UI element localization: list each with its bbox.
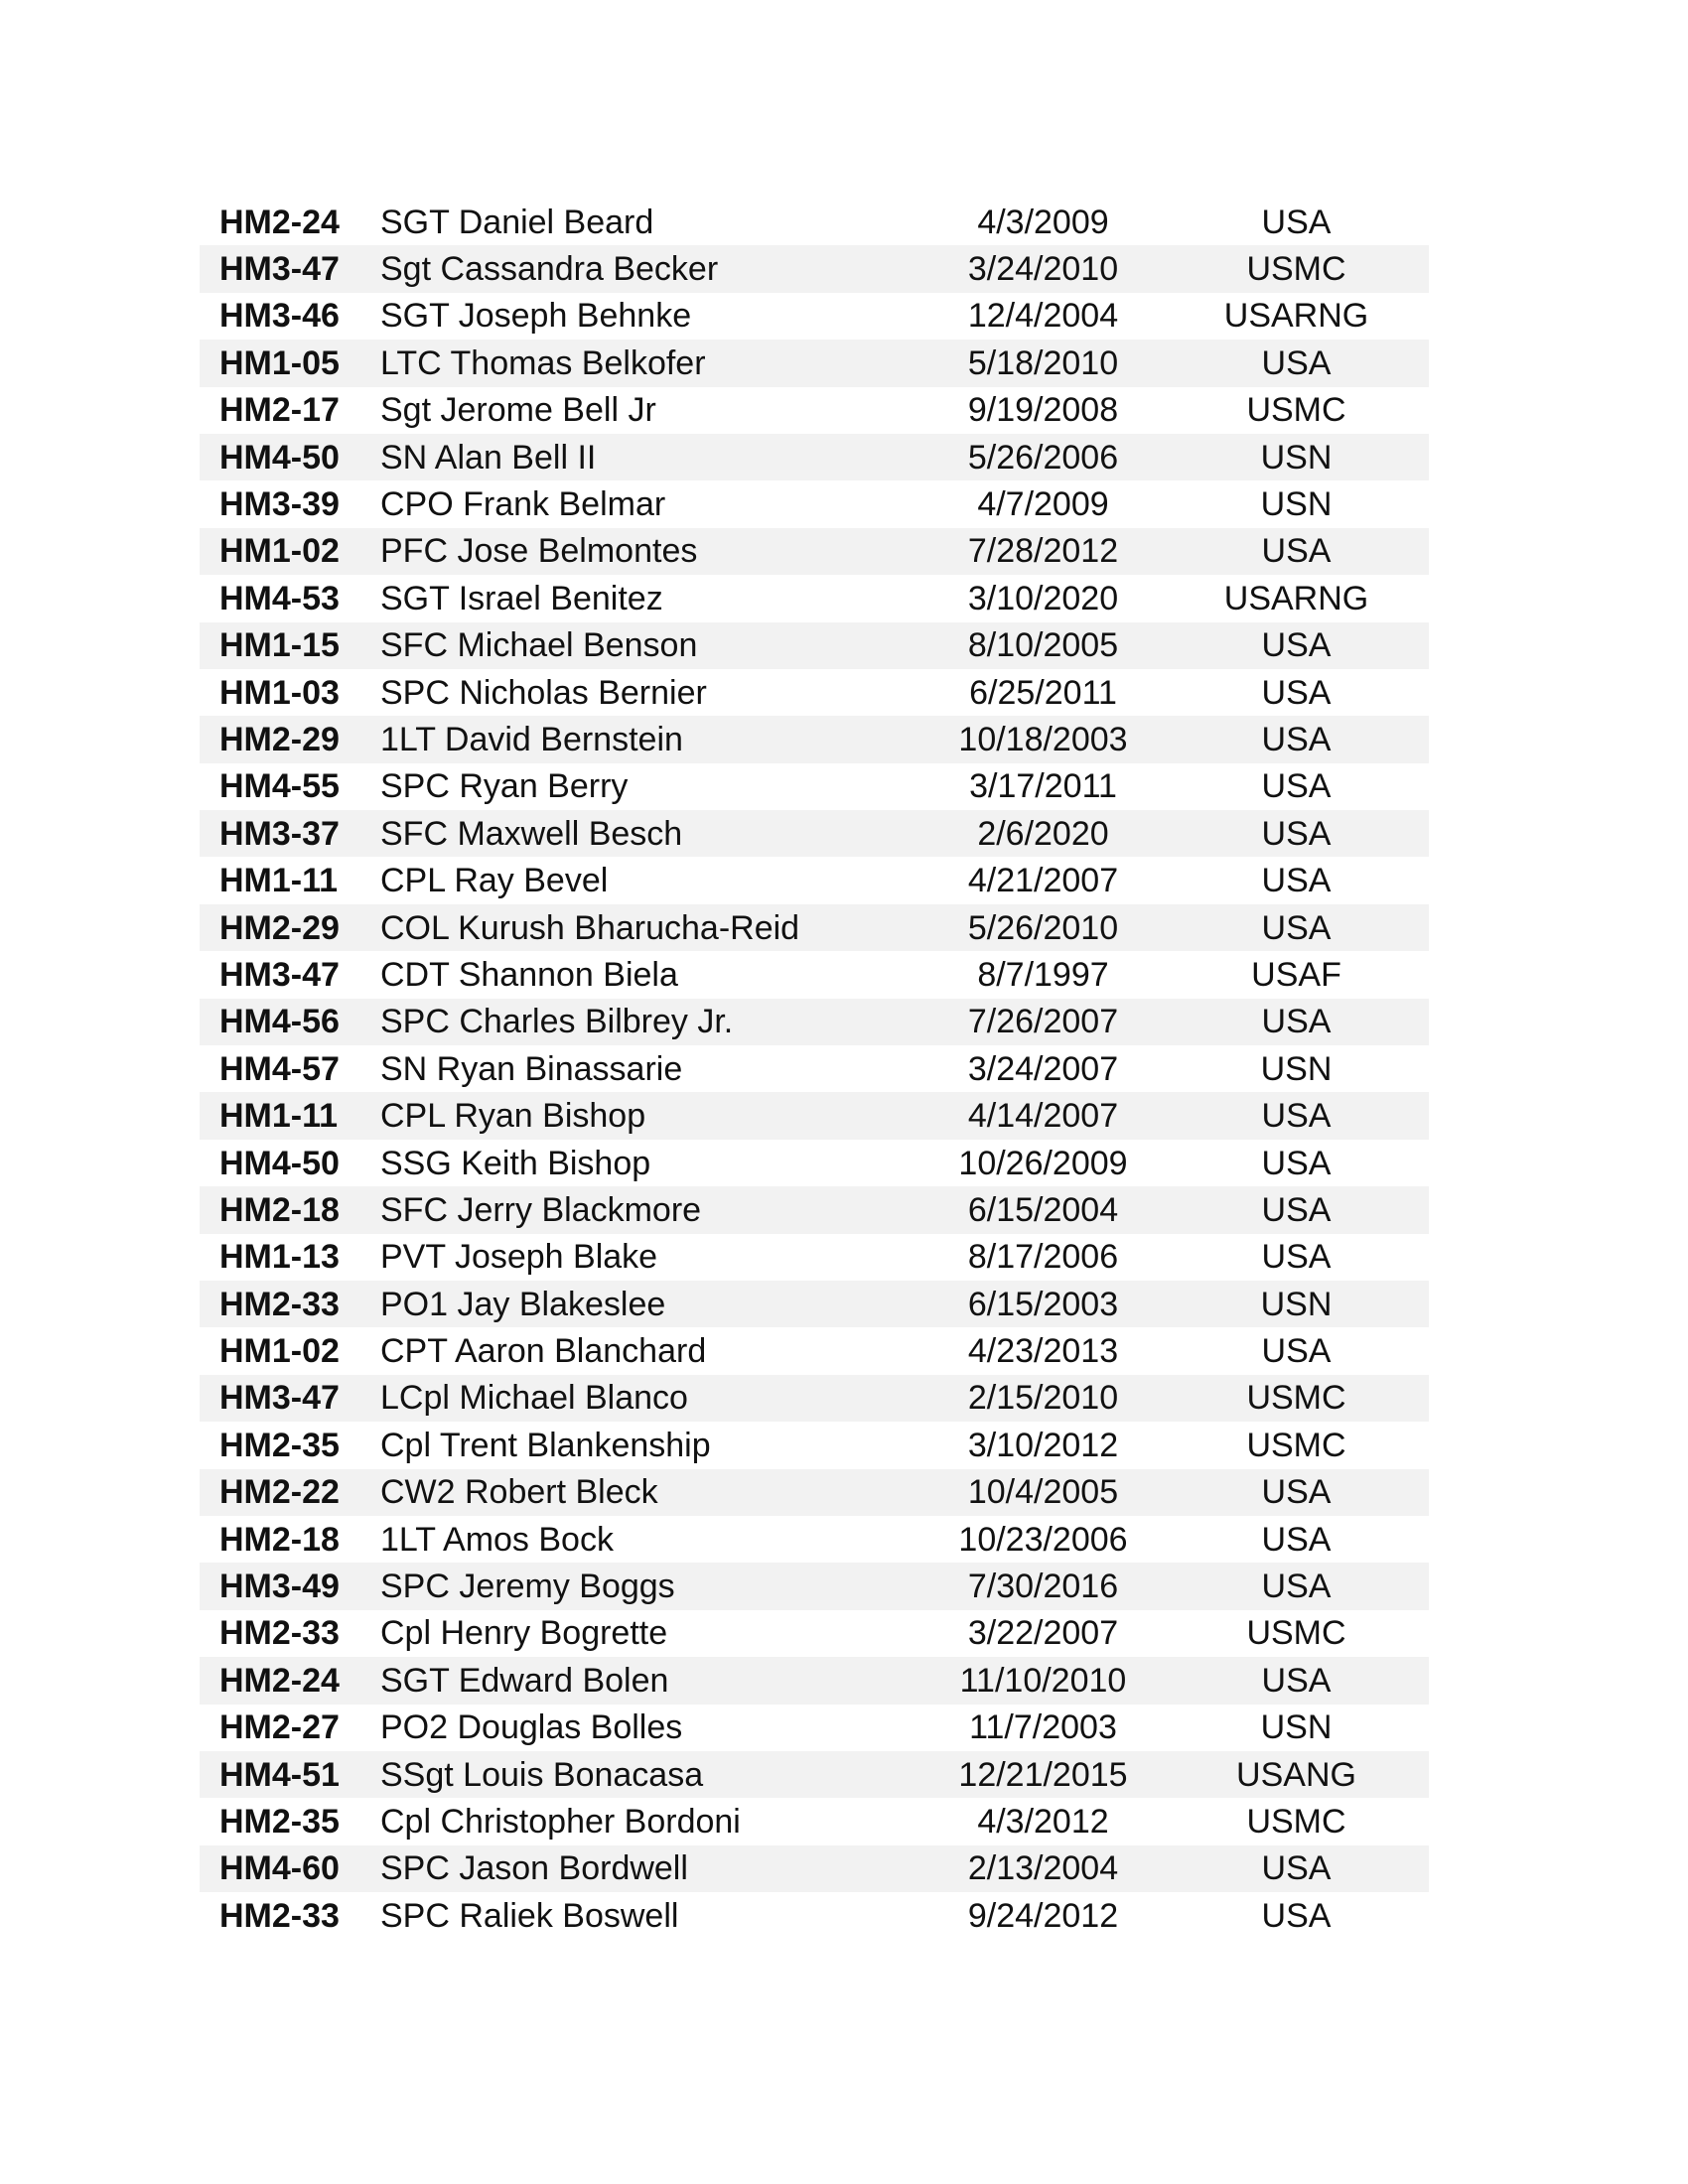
service-branch: USAF — [1251, 955, 1341, 994]
service-branch: USANG — [1236, 1755, 1356, 1794]
date-of-death: 4/7/2009 — [977, 485, 1109, 524]
service-member-name: PFC Jose Belmontes — [380, 532, 698, 571]
service-member-name: SSgt Louis Bonacasa — [380, 1755, 704, 1794]
service-member-name: SSG Keith Bishop — [380, 1144, 651, 1182]
service-branch: USA — [1261, 1661, 1332, 1700]
panel-number: HM1-02 — [219, 532, 340, 571]
panel-number: HM3-47 — [219, 250, 340, 289]
date-of-death: 3/10/2020 — [967, 579, 1119, 617]
panel-number: HM4-50 — [219, 438, 340, 477]
table-row — [200, 340, 1429, 386]
service-member-name: Sgt Jerome Bell Jr — [380, 391, 656, 430]
service-branch: USA — [1261, 343, 1332, 382]
service-member-name: SGT Israel Benitez — [380, 579, 663, 617]
table-row — [200, 1892, 1429, 1939]
table-row — [200, 1234, 1429, 1281]
table-row — [200, 1327, 1429, 1374]
service-branch: USA — [1261, 1097, 1332, 1136]
service-member-name: Sgt Cassandra Becker — [380, 250, 719, 289]
service-branch: USN — [1260, 1049, 1333, 1088]
table-row — [200, 293, 1429, 340]
date-of-death: 6/15/2003 — [967, 1285, 1119, 1323]
service-member-name: SN Alan Bell II — [380, 438, 597, 477]
service-member-name: SGT Edward Bolen — [380, 1661, 669, 1700]
panel-number: HM2-27 — [219, 1708, 340, 1747]
service-branch: USA — [1261, 626, 1332, 665]
service-member-name: PVT Joseph Blake — [380, 1238, 658, 1277]
date-of-death: 4/3/2012 — [977, 1802, 1109, 1841]
service-member-name: SPC Jeremy Boggs — [380, 1568, 675, 1606]
service-member-name: PO1 Jay Blakeslee — [380, 1285, 666, 1323]
panel-number: HM2-18 — [219, 1190, 340, 1229]
table-row — [200, 951, 1429, 998]
panel-number: HM2-29 — [219, 908, 340, 947]
service-member-name: CPL Ryan Bishop — [380, 1097, 646, 1136]
date-of-death: 8/7/1997 — [977, 955, 1109, 994]
table-row — [200, 1751, 1429, 1798]
table-row — [200, 1469, 1429, 1516]
table-row — [200, 387, 1429, 434]
panel-number: HM2-35 — [219, 1426, 340, 1464]
table-row — [200, 1092, 1429, 1139]
panel-number: HM1-15 — [219, 626, 340, 665]
date-of-death: 4/14/2007 — [967, 1097, 1119, 1136]
table-row — [200, 1140, 1429, 1186]
date-of-death: 11/7/2003 — [969, 1708, 1117, 1747]
service-member-name: Cpl Christopher Bordoni — [380, 1802, 741, 1841]
date-of-death: 9/19/2008 — [967, 391, 1119, 430]
service-member-name: 1LT Amos Bock — [380, 1520, 614, 1559]
panel-number: HM2-33 — [219, 1285, 340, 1323]
table-row — [200, 999, 1429, 1045]
service-branch: USA — [1261, 203, 1332, 241]
table-row — [200, 1045, 1429, 1092]
table-row — [200, 1563, 1429, 1609]
service-member-name: CPO Frank Belmar — [380, 485, 666, 524]
service-branch: USA — [1261, 1003, 1332, 1041]
service-member-name: SGT Joseph Behnke — [380, 297, 692, 336]
date-of-death: 4/21/2007 — [967, 862, 1119, 900]
service-member-name: PO2 Douglas Bolles — [380, 1708, 683, 1747]
service-branch: USA — [1261, 1896, 1332, 1935]
service-branch: USMC — [1246, 250, 1346, 289]
table-row — [200, 622, 1429, 669]
panel-number: HM2-24 — [219, 1661, 340, 1700]
date-of-death: 4/3/2009 — [977, 203, 1109, 241]
service-branch: USMC — [1246, 1379, 1346, 1418]
service-branch: USA — [1261, 862, 1332, 900]
service-branch: USMC — [1246, 1426, 1346, 1464]
service-branch: USA — [1261, 1568, 1332, 1606]
panel-number: HM4-55 — [219, 767, 340, 806]
date-of-death: 7/26/2007 — [967, 1003, 1119, 1041]
service-branch: USA — [1261, 814, 1332, 853]
service-member-name: SPC Charles Bilbrey Jr. — [380, 1003, 734, 1041]
panel-number: HM4-56 — [219, 1003, 340, 1041]
panel-number: HM2-22 — [219, 1473, 340, 1512]
service-member-name: Cpl Henry Bogrette — [380, 1614, 668, 1653]
date-of-death: 6/25/2011 — [969, 673, 1117, 712]
date-of-death: 4/23/2013 — [967, 1332, 1119, 1371]
service-branch: USA — [1261, 1849, 1332, 1888]
service-member-name: COL Kurush Bharucha-Reid — [380, 908, 800, 947]
panel-number: HM4-60 — [219, 1849, 340, 1888]
date-of-death: 3/22/2007 — [967, 1614, 1119, 1653]
service-member-name: CPT Aaron Blanchard — [380, 1332, 707, 1371]
date-of-death: 5/18/2010 — [967, 343, 1119, 382]
date-of-death: 9/24/2012 — [967, 1896, 1119, 1935]
date-of-death: 2/13/2004 — [967, 1849, 1119, 1888]
table-row — [200, 857, 1429, 903]
service-member-name: 1LT David Bernstein — [380, 720, 683, 758]
date-of-death: 3/17/2011 — [969, 767, 1117, 806]
roster-table — [200, 199, 1429, 1939]
panel-number: HM1-13 — [219, 1238, 340, 1277]
service-member-name: LCpl Michael Blanco — [380, 1379, 688, 1418]
service-branch: USA — [1261, 1238, 1332, 1277]
panel-number: HM2-35 — [219, 1802, 340, 1841]
table-row — [200, 669, 1429, 716]
service-branch: USN — [1260, 485, 1333, 524]
panel-number: HM1-11 — [219, 1097, 339, 1136]
service-branch: USA — [1261, 532, 1332, 571]
service-branch: USN — [1260, 1708, 1333, 1747]
table-row — [200, 245, 1429, 292]
service-branch: USA — [1261, 767, 1332, 806]
service-member-name: SGT Daniel Beard — [380, 203, 654, 241]
service-branch: USN — [1260, 438, 1333, 477]
table-row — [200, 1186, 1429, 1233]
panel-number: HM2-29 — [219, 720, 340, 758]
date-of-death: 6/15/2004 — [967, 1190, 1119, 1229]
panel-number: HM4-50 — [219, 1144, 340, 1182]
table-row — [200, 1657, 1429, 1704]
date-of-death: 10/4/2005 — [967, 1473, 1119, 1512]
panel-number: HM3-39 — [219, 485, 340, 524]
table-row — [200, 199, 1429, 245]
service-branch: USA — [1261, 1332, 1332, 1371]
date-of-death: 5/26/2010 — [967, 908, 1119, 947]
table-row — [200, 810, 1429, 857]
panel-number: HM1-03 — [219, 673, 340, 712]
table-row — [200, 1610, 1429, 1657]
date-of-death: 3/10/2012 — [967, 1426, 1119, 1464]
date-of-death: 12/4/2004 — [967, 297, 1119, 336]
table-row — [200, 1516, 1429, 1563]
date-of-death: 12/21/2015 — [958, 1755, 1128, 1794]
date-of-death: 3/24/2007 — [967, 1049, 1119, 1088]
table-row — [200, 1845, 1429, 1892]
date-of-death: 10/18/2003 — [958, 720, 1128, 758]
panel-number: HM3-47 — [219, 1379, 340, 1418]
panel-number: HM3-47 — [219, 955, 340, 994]
service-branch: USN — [1260, 1285, 1333, 1323]
service-member-name: SFC Maxwell Besch — [380, 814, 683, 853]
service-branch: USA — [1261, 1520, 1332, 1559]
service-branch: USA — [1261, 1144, 1332, 1182]
panel-number: HM3-46 — [219, 297, 340, 336]
date-of-death: 10/26/2009 — [958, 1144, 1128, 1182]
service-member-name: LTC Thomas Belkofer — [380, 343, 706, 382]
date-of-death: 10/23/2006 — [958, 1520, 1128, 1559]
table-row — [200, 1798, 1429, 1844]
panel-number: HM4-51 — [219, 1755, 340, 1794]
table-row — [200, 1375, 1429, 1422]
table-row — [200, 1705, 1429, 1751]
service-branch: USA — [1261, 908, 1332, 947]
table-row — [200, 575, 1429, 621]
date-of-death: 2/6/2020 — [977, 814, 1109, 853]
panel-number: HM2-33 — [219, 1896, 340, 1935]
panel-number: HM2-33 — [219, 1614, 340, 1653]
date-of-death: 11/10/2010 — [959, 1661, 1127, 1700]
date-of-death: 2/15/2010 — [967, 1379, 1119, 1418]
date-of-death: 7/30/2016 — [967, 1568, 1119, 1606]
service-member-name: CPL Ray Bevel — [380, 862, 609, 900]
date-of-death: 5/26/2006 — [967, 438, 1119, 477]
service-member-name: SFC Michael Benson — [380, 626, 698, 665]
panel-number: HM2-17 — [219, 391, 340, 430]
date-of-death: 7/28/2012 — [967, 532, 1119, 571]
service-branch: USA — [1261, 673, 1332, 712]
service-member-name: SPC Nicholas Bernier — [380, 673, 707, 712]
table-row — [200, 904, 1429, 951]
date-of-death: 8/10/2005 — [967, 626, 1119, 665]
service-member-name: CDT Shannon Biela — [380, 955, 678, 994]
panel-number: HM2-18 — [219, 1520, 340, 1559]
service-branch: USMC — [1246, 391, 1346, 430]
service-member-name: SPC Raliek Boswell — [380, 1896, 679, 1935]
table-row — [200, 716, 1429, 762]
table-row — [200, 763, 1429, 810]
service-member-name: CW2 Robert Bleck — [380, 1473, 658, 1512]
service-branch: USARNG — [1223, 297, 1369, 336]
service-branch: USA — [1261, 1190, 1332, 1229]
panel-number: HM4-57 — [219, 1049, 340, 1088]
service-branch: USA — [1261, 1473, 1332, 1512]
panel-number: HM3-37 — [219, 814, 340, 853]
panel-number: HM1-05 — [219, 343, 340, 382]
service-branch: USMC — [1246, 1614, 1346, 1653]
table-row — [200, 1281, 1429, 1327]
table-row — [200, 434, 1429, 480]
service-branch: USA — [1261, 720, 1332, 758]
service-branch: USARNG — [1223, 579, 1369, 617]
panel-number: HM3-49 — [219, 1568, 340, 1606]
service-member-name: SFC Jerry Blackmore — [380, 1190, 702, 1229]
panel-number: HM2-24 — [219, 203, 340, 241]
panel-number: HM1-02 — [219, 1332, 340, 1371]
table-row — [200, 480, 1429, 527]
date-of-death: 8/17/2006 — [967, 1238, 1119, 1277]
date-of-death: 3/24/2010 — [967, 250, 1119, 289]
service-member-name: SPC Jason Bordwell — [380, 1849, 688, 1888]
table-row — [200, 1422, 1429, 1468]
panel-number: HM1-11 — [219, 862, 339, 900]
table-row — [200, 528, 1429, 575]
service-member-name: SPC Ryan Berry — [380, 767, 629, 806]
service-member-name: Cpl Trent Blankenship — [380, 1426, 711, 1464]
panel-number: HM4-53 — [219, 579, 340, 617]
service-branch: USMC — [1246, 1802, 1346, 1841]
service-member-name: SN Ryan Binassarie — [380, 1049, 683, 1088]
